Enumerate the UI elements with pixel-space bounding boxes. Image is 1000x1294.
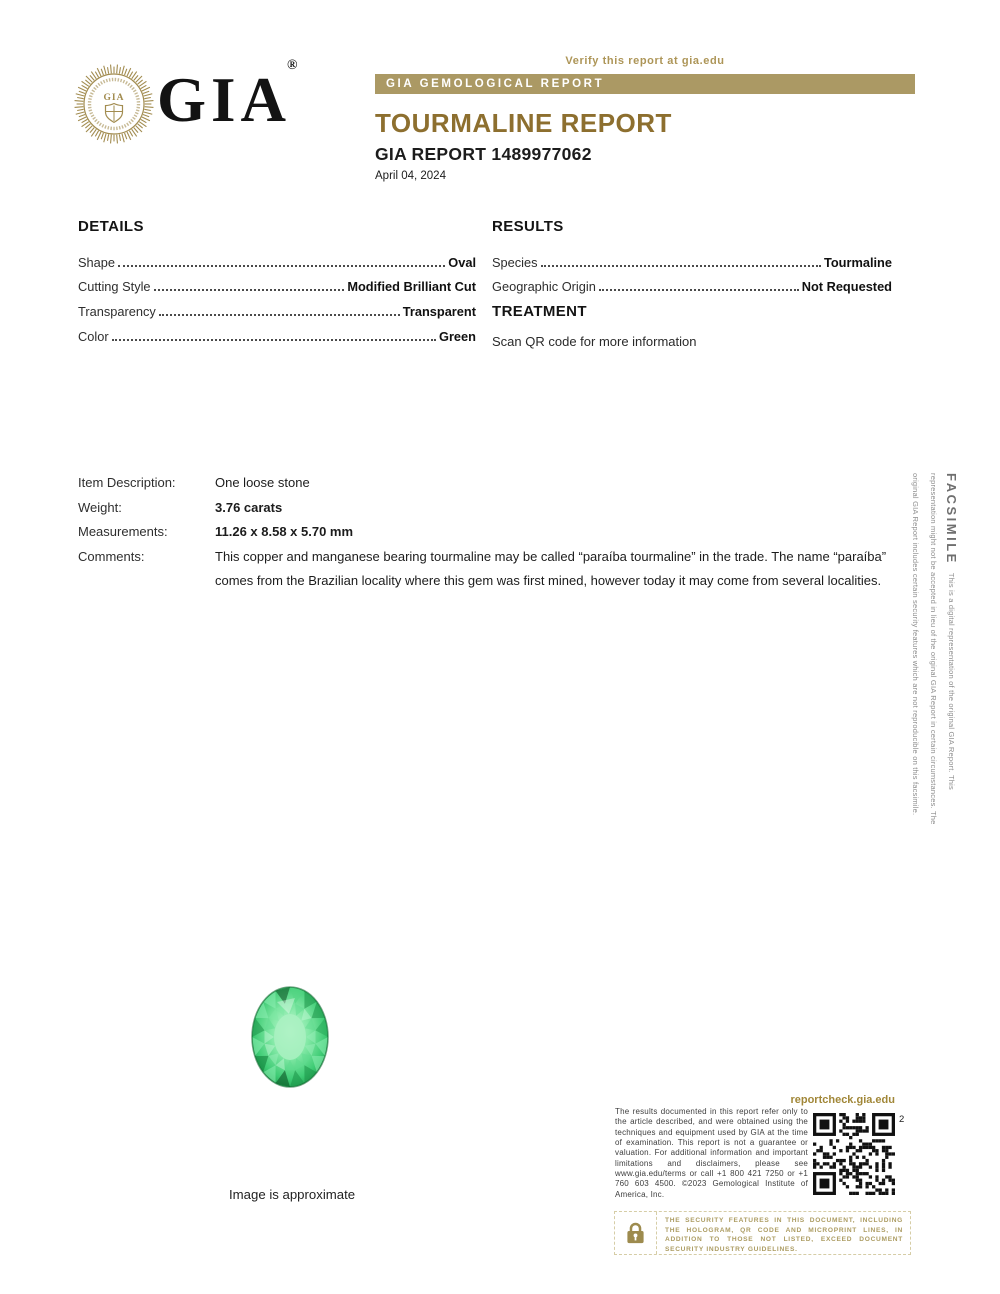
details-value: Green	[439, 328, 476, 344]
report-number: GIA REPORT 1489977062	[375, 144, 592, 164]
dotted-leader	[154, 289, 345, 291]
item-label: Comments:	[78, 548, 145, 564]
dotted-leader	[159, 314, 400, 316]
details-row	[78, 294, 476, 319]
treatment-text: Scan QR code for more information	[492, 334, 697, 349]
details-label: Cutting Style	[78, 279, 151, 295]
verify-report-link[interactable]: Verify this report at gia.edu	[565, 55, 725, 67]
treatment-heading: TREATMENT	[492, 303, 587, 320]
image-approximate-caption: Image is approximate	[229, 1187, 356, 1202]
report-type-banner: GIA GEMOLOGICAL REPORT	[375, 74, 915, 94]
item-label: Weight:	[78, 499, 122, 515]
results-row	[492, 245, 892, 270]
qr-page-number: 2	[899, 1114, 905, 1125]
gia-wordmark	[157, 58, 302, 135]
details-row	[78, 270, 476, 295]
item-value: One loose stone	[215, 475, 310, 490]
facsimile-text: This is a digital representation of the original GIA Report. This representation might not be accepted in lieu of the original GIA Report in certain circumstances. The original GIA Report includes certain security features which are not reproducible on this facsimile.	[911, 473, 956, 825]
item-value: 11.26 x 8.58 x 5.70 mm	[215, 524, 354, 540]
reportcheck-link[interactable]: reportcheck.gia.edu	[790, 1094, 895, 1106]
svg-text:GIA: GIA	[103, 93, 125, 103]
details-value: Modified Brilliant Cut	[347, 279, 476, 295]
dotted-leader	[118, 265, 445, 267]
facsimile-sidebar	[906, 473, 960, 841]
gia-logo	[73, 58, 333, 153]
item-value: This copper and manganese bearing tourmaline may be called “paraíba tourmaline” in the trade. The name “paraíba” comes from the Brazilian locality where this gem was first mined, however today it may come from several localities.	[215, 548, 887, 589]
details-label: Color	[78, 328, 109, 344]
treatment-section	[492, 304, 892, 349]
results-heading: RESULTS	[492, 218, 564, 235]
results-value: Not Requested	[801, 279, 892, 295]
results-row	[492, 270, 892, 295]
results-rows	[492, 245, 892, 294]
security-notice-text: THE SECURITY FEATURES IN THIS DOCUMENT, INCLUDING THE HOLOGRAM, QR CODE AND MICROPRINT LINES, IN ADDITION TO THOSE NOT LISTED, EXCEED DOCUMENT SECURITY INDUSTRY GUIDELINES.	[665, 1217, 903, 1253]
qr-code	[813, 1113, 895, 1195]
details-row	[78, 319, 476, 344]
dotted-leader	[599, 289, 799, 291]
gem-image	[249, 984, 331, 1091]
details-heading: DETAILS	[78, 218, 144, 235]
lock-icon-cell	[615, 1212, 657, 1254]
item-description-block	[78, 471, 908, 594]
details-value: Transparent	[402, 303, 476, 319]
details-row	[78, 245, 476, 270]
lock-icon	[622, 1220, 649, 1247]
gem-photo	[249, 984, 331, 1091]
details-label: Transparency	[78, 303, 156, 319]
dotted-leader	[541, 265, 821, 267]
gia-wordmark-text: GIA	[157, 65, 292, 135]
item-label: Measurements:	[78, 524, 168, 540]
registered-mark: ®	[287, 58, 298, 73]
details-label: Shape	[78, 254, 116, 270]
gia-seal-icon	[73, 63, 155, 145]
results-label: Geographic Origin	[492, 279, 596, 295]
details-value: Oval	[448, 254, 476, 270]
report-title: TOURMALINE REPORT	[375, 108, 672, 138]
results-value: Tourmaline	[823, 254, 892, 270]
facsimile-title: FACSIMILE	[944, 473, 959, 565]
footer-disclaimer: The results documented in this report refer only to the article described, and were obtained using the techniques and equipment used by GIA at the time of examination. This report is not a guarantee or valuation. For additional information and important limitations and disclaimers, please see www.gia.edu/terms or call +1 800 421 7250 or +1 760 603 4500. ©2023 Gemological Institute of America, Inc.	[615, 1107, 808, 1199]
report-date: April 04, 2024	[375, 170, 446, 182]
results-section	[492, 219, 892, 294]
item-label: Item Description:	[78, 475, 176, 490]
results-label: Species	[492, 254, 538, 270]
security-notice-box	[614, 1211, 911, 1255]
details-section	[78, 219, 476, 344]
details-rows	[78, 245, 476, 344]
item-value: 3.76 carats	[215, 499, 283, 515]
dotted-leader	[112, 339, 436, 341]
